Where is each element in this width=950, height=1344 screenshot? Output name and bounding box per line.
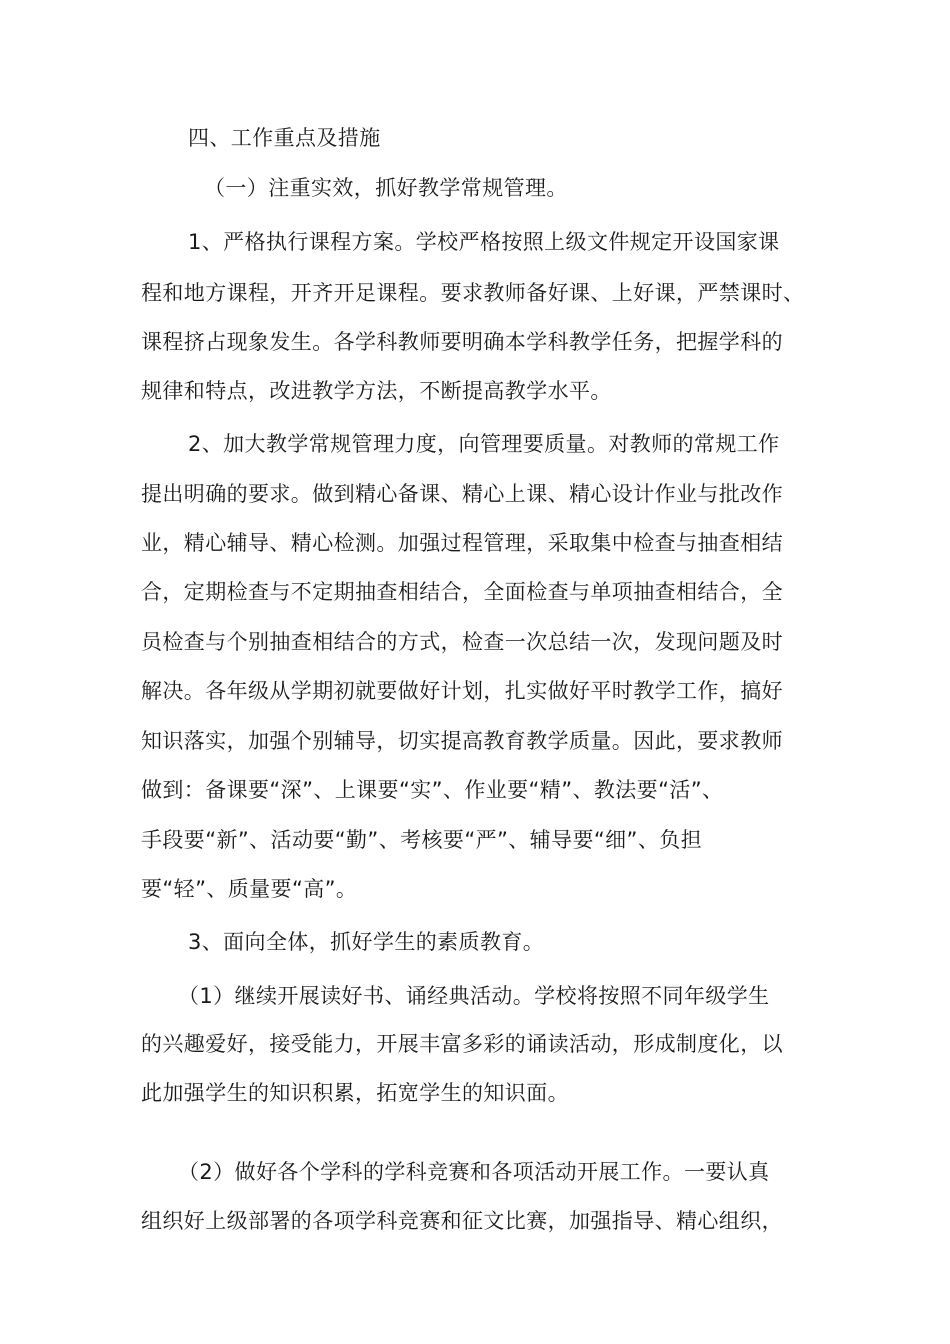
paragraph-line: 业，精心辅导、精心检测。加强过程管理，采取集中检查与抽查相结: [141, 531, 783, 555]
paragraph-line: 程和地方课程，开齐开足课程。要求教师备好课、上好课，严禁课时、: [141, 281, 805, 305]
subsection-heading: （一）注重实效，抓好教学常规管理。: [204, 176, 568, 200]
paragraph-line: 做到：备课要“深”、上课要“实”、作业要“精”、教法要“活”、: [141, 778, 724, 802]
paragraph-line: 手段要“新”、活动要“勤”、考核要“严”、辅导要“细”、负担: [141, 828, 703, 852]
paragraph-line: 的兴趣爱好，接受能力，开展丰富多彩的诵读活动，形成制度化，以: [141, 1032, 783, 1056]
paragraph-line: 此加强学生的知识积累，拓宽学生的知识面。: [141, 1081, 569, 1105]
paragraph-line: 员检查与个别抽查相结合的方式，检查一次总结一次，发现问题及时: [141, 630, 783, 654]
paragraph-line: 1、严格执行课程方案。学校严格按照上级文件规定开设国家课: [188, 230, 780, 254]
paragraph-line: 2、加大教学常规管理力度，向管理要质量。对教师的常规工作: [188, 432, 780, 456]
paragraph-line: 解决。各年级从学期初就要做好计划，扎实做好平时教学工作，搞好: [141, 679, 783, 703]
item-heading: 3、面向全体，抓好学生的素质教育。: [188, 930, 545, 954]
paragraph-line: 课程挤占现象发生。各学科教师要明确本学科教学任务，把握学科的: [141, 330, 783, 354]
paragraph-line: 合，定期检查与不定期抽查相结合，全面检查与单项抽查相结合，全: [141, 580, 783, 604]
paragraph-line: （2）做好各个学科的学科竞赛和各项活动开展工作。一要认真: [178, 1160, 770, 1184]
paragraph-line: 要“轻”、质量要“高”。: [141, 877, 358, 901]
paragraph-line: 规律和特点，改进教学方法，不断提高教学水平。: [141, 379, 612, 403]
paragraph-line: （1）继续开展读好书、诵经典活动。学校将按照不同年级学生: [178, 984, 770, 1008]
paragraph-line: 提出明确的要求。做到精心备课、精心上课、精心设计作业与批改作: [141, 482, 783, 506]
section-heading: 四、工作重点及措施: [188, 126, 381, 150]
paragraph-line: 组织好上级部署的各项学科竞赛和征文比赛，加强指导、精心组织，: [141, 1209, 783, 1233]
paragraph-line: 知识落实，加强个别辅导，切实提高教育教学质量。因此，要求教师: [141, 729, 783, 753]
